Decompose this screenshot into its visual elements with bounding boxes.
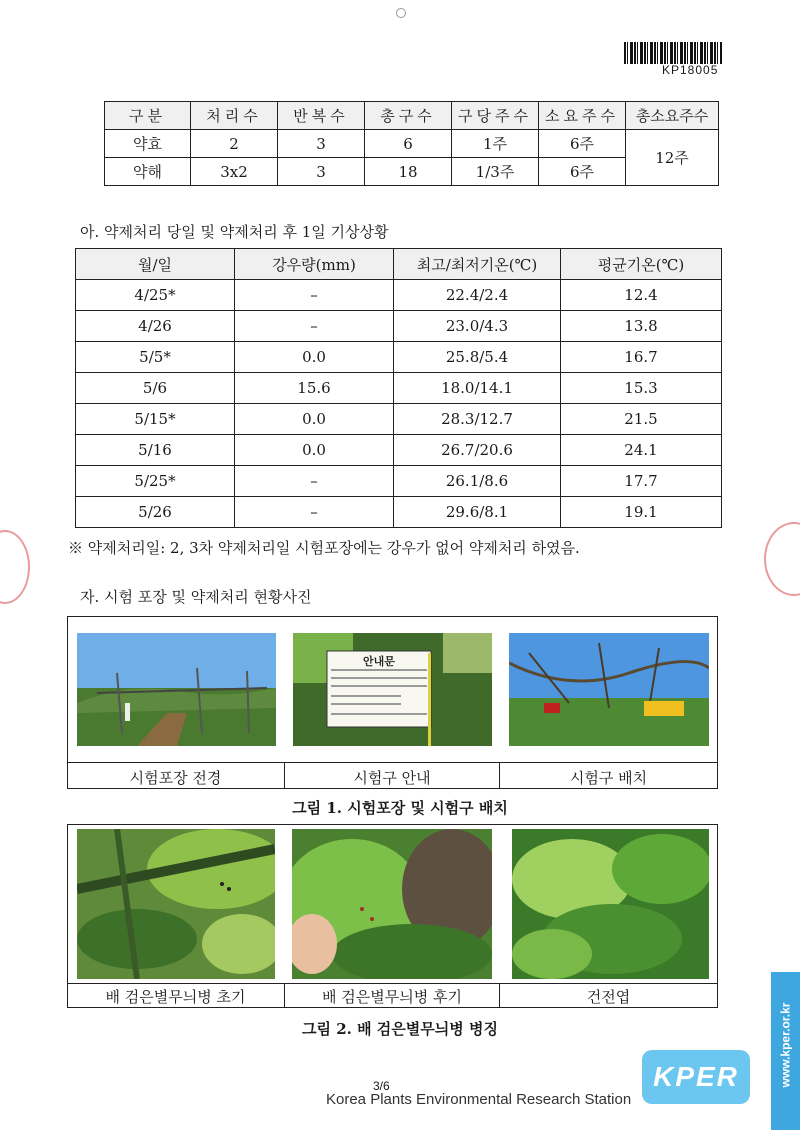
url-strip [771,972,800,1130]
cell: 5/16 [76,435,235,466]
cell: 0.0 [235,404,394,435]
weather-row [76,342,722,373]
cell: 5/5* [76,342,235,373]
weather-row [76,466,722,497]
cell: 26.7/20.6 [394,435,561,466]
weather-row [76,311,722,342]
cell: 4/26 [76,311,235,342]
cell: 1주 [452,130,539,158]
document-code: KP18005 [662,63,719,77]
th: 처리수 [191,102,278,130]
kper-logo [642,1050,750,1104]
cell: 25.8/5.4 [394,342,561,373]
cell: 29.6/8.1 [394,497,561,528]
total-cell: 12주 [626,130,719,186]
cell: 5/25* [76,466,235,497]
figure1-caption: 시험구 안내 [353,769,431,787]
section-title-photos: 자. 시험 포장 및 약제처리 현황사진 [80,588,312,606]
figure1-caption: 시험구 배치 [569,769,648,787]
figure1-title: 그림 1. 시험포장 및 시험구 배치 [292,799,508,817]
cell: 3 [278,158,365,186]
cell: – [235,466,394,497]
page-number: 3/6 [373,1079,390,1093]
weather-note: ※ 약제처리일: 2, 3차 약제처리일 시험포장에는 강우가 없어 약제처리 하였음. [68,539,580,557]
cell: 15.6 [235,373,394,404]
cell: 23.0/4.3 [394,311,561,342]
photo-late-symptom [292,829,492,979]
figure2-caption: 건전엽 [586,988,631,1006]
photo-healthy-leaf [512,829,709,979]
cell: 4/25* [76,280,235,311]
cell: 16.7 [561,342,722,373]
cell: 5/15* [76,404,235,435]
cell: 15.3 [561,373,722,404]
weather-row [76,497,722,528]
cell: 22.4/2.4 [394,280,561,311]
figure1-caption-row-line [67,762,718,763]
punch-mark [396,8,406,18]
cell: 28.3/12.7 [394,404,561,435]
station-name: Korea Plants Environmental Research Station [326,1091,632,1108]
cell: 5/6 [76,373,235,404]
th: 강우량(mm) [235,249,394,280]
cell: 26.1/8.6 [394,466,561,497]
weather-row [76,404,722,435]
cell: 약해 [105,158,191,186]
photo-field-overview [77,633,276,746]
kper-logo-text: KPER [653,1061,739,1092]
th: 평균기온(℃) [561,249,722,280]
cell: 0.0 [235,435,394,466]
url-text: www.kper.or.kr [778,1002,793,1088]
weather-row [76,373,722,404]
section-title-weather: 아. 약제처리 당일 및 약제처리 후 1일 기상상황 [80,223,389,241]
design-table [104,101,719,186]
th: 최고/최저기온(℃) [394,249,561,280]
photo-test-sign [293,633,492,746]
stamp-left [0,530,30,604]
sign-title: 안내문 [363,655,395,668]
cell: 21.5 [561,404,722,435]
figure2-title: 그림 2. 배 검은별무늬병 병징 [302,1020,498,1038]
weather-table [75,248,722,528]
cell: 24.1 [561,435,722,466]
cell: 약효 [105,130,191,158]
cell: 0.0 [235,342,394,373]
th: 구분 [105,102,191,130]
stamp-right [764,522,800,596]
weather-row [76,435,722,466]
photo-plot-layout [509,633,709,746]
th: 반복수 [278,102,365,130]
th: 총구수 [365,102,452,130]
th: 총소요주수 [626,102,719,130]
th: 구당주수 [452,102,539,130]
cell: 13.8 [561,311,722,342]
cell: – [235,497,394,528]
th: 소요주수 [539,102,626,130]
cell: 6주 [539,158,626,186]
cell: 6주 [539,130,626,158]
cell: – [235,280,394,311]
cell: 1/3주 [452,158,539,186]
th: 월/일 [76,249,235,280]
cell: 12.4 [561,280,722,311]
cell: 2 [191,130,278,158]
weather-row [76,280,722,311]
cell: 3x2 [191,158,278,186]
cell: – [235,311,394,342]
figure1-caption: 시험포장 전경 [129,769,222,787]
cell: 17.7 [561,466,722,497]
figure2-caption: 배 검은별무늬병 초기 [105,988,246,1006]
barcode [624,42,722,64]
cell: 5/26 [76,497,235,528]
photo-early-symptom [77,829,275,979]
cell: 6 [365,130,452,158]
figure2-caption: 배 검은별무늬병 후기 [322,988,462,1006]
cell: 3 [278,130,365,158]
cell: 19.1 [561,497,722,528]
cell: 18.0/14.1 [394,373,561,404]
figure2-caption-row-line [67,983,718,984]
cell: 18 [365,158,452,186]
